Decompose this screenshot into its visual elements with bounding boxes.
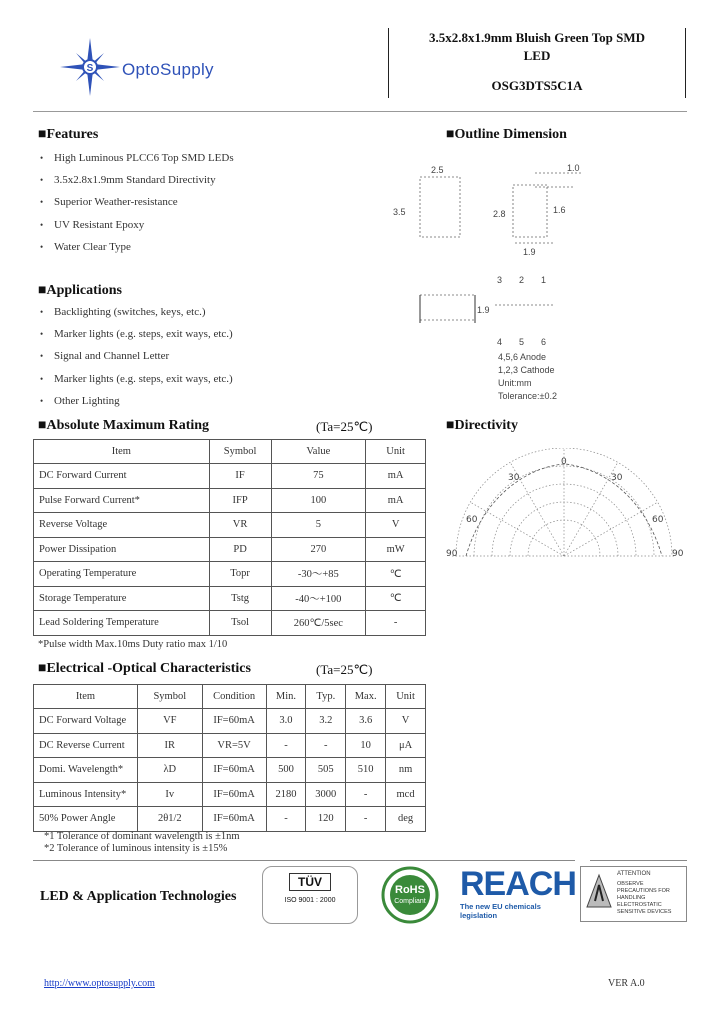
cell: IF=60mA (202, 807, 266, 832)
note-line: 1,2,3 Cathode (498, 365, 555, 375)
column-header: Max. (346, 685, 386, 709)
pin-label: 5 (519, 337, 525, 347)
table-row (34, 758, 426, 783)
cell: Lead Soldering Temperature (34, 611, 210, 636)
note-line: Tolerance:±0.2 (498, 391, 557, 401)
pin-label: 1 (541, 275, 547, 285)
cell: 510 (346, 758, 386, 783)
column-header: Symbol (137, 685, 202, 709)
outline-drawing (385, 155, 685, 355)
list-item: • UV Resistant Epoxy (54, 219, 144, 231)
outline-heading: ■Outline Dimension (446, 127, 567, 142)
list-item: • 3.5x2.8x1.9mm Standard Directivity (54, 174, 216, 186)
iso-label: ISO 9001 : 2000 (284, 897, 336, 904)
cell: ℃ (366, 586, 426, 611)
cell: Domi. Wavelength* (34, 758, 138, 783)
cell: VR (209, 513, 271, 538)
column-header: Unit (366, 440, 426, 464)
abs-max-heading: ■Absolute Maximum Rating (38, 418, 210, 433)
cell: Topr (209, 562, 271, 587)
cell: PD (209, 537, 271, 562)
list-item: • Backlighting (switches, keys, etc.) (54, 306, 206, 318)
rohs-text: RoHS (395, 884, 425, 896)
esd-text: OBSERVE PRECAUTIONS FOR HANDLING ELECTROSTATIC SENSITIVE DEVICES (617, 881, 672, 915)
list-item: • Other Lighting (54, 395, 120, 407)
cell: - (306, 733, 346, 758)
features-list (54, 152, 384, 262)
cell: λD (137, 758, 202, 783)
cell: 5 (271, 513, 366, 538)
table-row (34, 586, 426, 611)
cell: nm (386, 758, 426, 783)
cell: 75 (271, 464, 366, 489)
svg-text:S: S (86, 63, 94, 74)
cell: Operating Temperature (34, 562, 210, 587)
cell: Luminous Intensity* (34, 782, 138, 807)
abs-max-condition: (Ta=25℃) (316, 419, 373, 434)
list-item: • Signal and Channel Letter (54, 350, 169, 362)
cell: IF (209, 464, 271, 489)
column-header: Value (271, 440, 366, 464)
column-header: Condition (202, 685, 266, 709)
cell: ℃ (366, 562, 426, 587)
eo-heading: ■Electrical -Optical Characteristics (38, 661, 251, 676)
cell: 500 (266, 758, 306, 783)
note-line: Unit:mm (498, 378, 532, 388)
table-row (34, 464, 426, 489)
abs-max-table (33, 439, 426, 636)
brand-name: OptoSupply (122, 60, 214, 79)
cell: Power Dissipation (34, 537, 210, 562)
cell: 3.6 (346, 709, 386, 734)
cell: μA (386, 733, 426, 758)
eo-table (33, 684, 426, 832)
footer-divider (33, 860, 575, 861)
cell: IFP (209, 488, 271, 513)
product-title-line2: LED (523, 48, 551, 63)
cell: 3.2 (306, 709, 346, 734)
header-divider (33, 111, 687, 112)
table-row (34, 513, 426, 538)
angle-label: 30 (508, 473, 520, 483)
cell: DC Forward Current (34, 464, 210, 489)
eo-condition: (Ta=25℃) (316, 662, 373, 677)
list-item: • Water Clear Type (54, 241, 131, 253)
list-item: • Superior Weather-resistance (54, 196, 178, 208)
title-box (388, 28, 686, 98)
cell: 120 (306, 807, 346, 832)
pin-label: 2 (519, 275, 525, 285)
cell: DC Forward Voltage (34, 709, 138, 734)
website-link[interactable]: http://www.optosupply.com (44, 978, 155, 989)
note-line: *1 Tolerance of dominant wavelength is ±1nm (44, 831, 240, 842)
list-item: • High Luminous PLCC6 Top SMD LEDs (54, 152, 234, 164)
cell: 270 (271, 537, 366, 562)
cell: -30～+85 (271, 562, 366, 587)
note-line: 4,5,6 Anode (498, 352, 547, 362)
applications-heading: ■Applications (38, 283, 122, 298)
angle-label: 90 (446, 549, 458, 559)
cell: IF=60mA (202, 782, 266, 807)
cell: IF=60mA (202, 709, 266, 734)
column-header: Unit (386, 685, 426, 709)
list-item: • Marker lights (e.g. steps, exit ways, etc.) (54, 328, 233, 340)
dim-label: 1.6 (553, 205, 566, 215)
cell: IF=60mA (202, 758, 266, 783)
cell: IR (137, 733, 202, 758)
column-header: Typ. (306, 685, 346, 709)
table-row (34, 733, 426, 758)
part-number: OSG3DTS5C1A (491, 78, 583, 93)
rohs-subtext: Compliant (394, 898, 426, 905)
cell: 3000 (306, 782, 346, 807)
angle-label: 60 (652, 515, 664, 525)
column-header: Item (34, 440, 210, 464)
cell: mW (366, 537, 426, 562)
angle-label: 90 (672, 549, 684, 559)
pin-label: 6 (541, 337, 547, 347)
column-header: Symbol (209, 440, 271, 464)
cell: 2180 (266, 782, 306, 807)
cell: Iv (137, 782, 202, 807)
dim-label: 1.9 (477, 305, 490, 315)
angle-label: 0 (561, 457, 567, 467)
esd-warning-icon (585, 873, 613, 909)
cell: DC Reverse Current (34, 733, 138, 758)
cell: mcd (386, 782, 426, 807)
table-header-row (34, 440, 426, 464)
cell: VR=5V (202, 733, 266, 758)
dim-label: 1.9 (523, 247, 536, 257)
esd-attention-label (580, 866, 687, 922)
cell: 50% Power Angle (34, 807, 138, 832)
dim-label: 3.5 (393, 207, 406, 217)
cell: mA (366, 488, 426, 513)
cell: - (266, 807, 306, 832)
table-row (34, 709, 426, 734)
abs-max-note: *Pulse width Max.10ms Duty ratio max 1/10 (38, 639, 228, 650)
esd-title: ATTENTION (617, 871, 651, 877)
cell: Pulse Forward Current* (34, 488, 210, 513)
table-row (34, 537, 426, 562)
table-row (34, 782, 426, 807)
cell: - (346, 782, 386, 807)
angle-label: 60 (466, 515, 478, 525)
directivity-heading: ■Directivity (446, 418, 518, 433)
eo-notes (44, 831, 240, 855)
column-header: Min. (266, 685, 306, 709)
angle-label: 30 (611, 473, 623, 483)
cell: Storage Temperature (34, 586, 210, 611)
applications-list (54, 306, 384, 416)
features-heading: ■Features (38, 127, 99, 142)
list-item: • Marker lights (e.g. steps, exit ways, etc.) (54, 373, 233, 385)
product-title: 3.5x2.8x1.9mm Bluish Green Top SMD (428, 30, 646, 45)
table-row (34, 488, 426, 513)
footer-divider (590, 860, 687, 861)
pin-label: 4 (497, 337, 503, 347)
cell: V (386, 709, 426, 734)
cell: mA (366, 464, 426, 489)
cell: Tstg (209, 586, 271, 611)
cell: 10 (346, 733, 386, 758)
reach-text: REACH (460, 865, 576, 903)
dim-label: 1.0 (567, 163, 580, 173)
tuv-iso-certificate (262, 866, 358, 924)
table-header-row (34, 685, 426, 709)
outline-notes (498, 351, 557, 403)
column-header: Item (34, 685, 138, 709)
dim-label: 2.5 (431, 165, 444, 175)
table-row (34, 807, 426, 832)
cell: VF (137, 709, 202, 734)
cell: -40～+100 (271, 586, 366, 611)
cell: deg (386, 807, 426, 832)
cell: - (346, 807, 386, 832)
cell: 505 (306, 758, 346, 783)
cell: Reverse Voltage (34, 513, 210, 538)
reach-logo (460, 865, 576, 922)
cell: 260℃/5sec (271, 611, 366, 636)
cell: Tsol (209, 611, 271, 636)
note-line: *2 Tolerance of luminous intensity is ±15% (44, 843, 228, 854)
cell: - (366, 611, 426, 636)
cell: V (366, 513, 426, 538)
reach-subtext: The new EU chemicals legislation (460, 902, 541, 920)
cell: 3.0 (266, 709, 306, 734)
rohs-compliant-logo (378, 866, 442, 924)
table-row (34, 562, 426, 587)
version-label: VER A.0 (608, 978, 645, 989)
directivity-diagram (446, 448, 686, 573)
table-row (34, 611, 426, 636)
footer-company-title: LED & Application Technologies (40, 889, 237, 904)
dim-label: 2.8 (493, 209, 506, 219)
tuv-mark: TÜV (289, 873, 331, 891)
cell: - (266, 733, 306, 758)
cell: 2θ1/2 (137, 807, 202, 832)
pin-label: 3 (497, 275, 503, 285)
cell: 100 (271, 488, 366, 513)
